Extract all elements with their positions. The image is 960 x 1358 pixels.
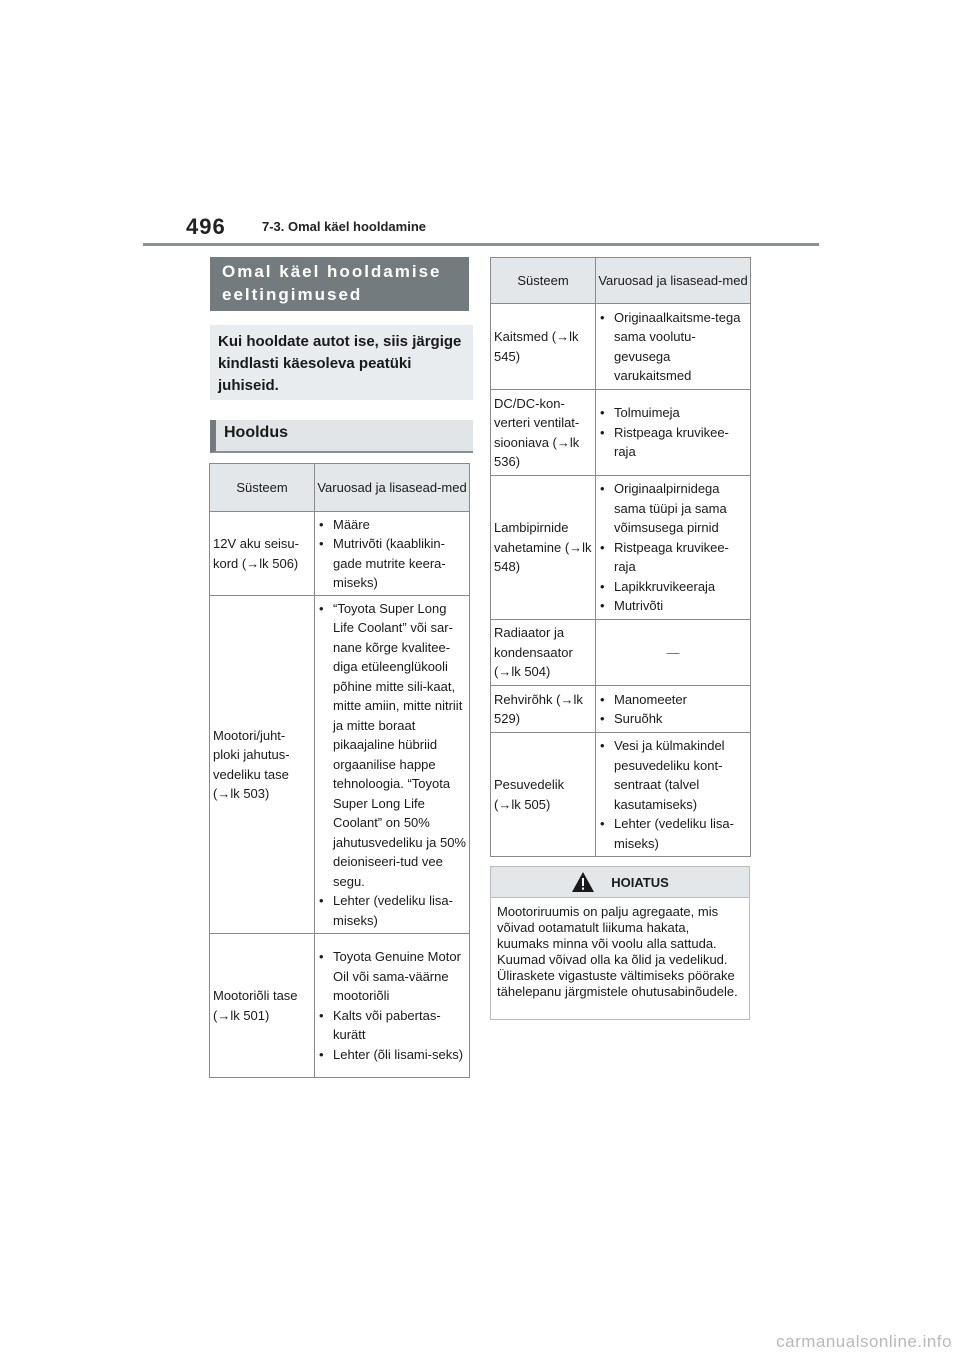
table-header-row — [491, 258, 751, 304]
parts-cell — [596, 686, 751, 733]
parts-item: • Originaalkaitsme-tega sama voolutu-gevusega varukaitsmed — [599, 308, 747, 386]
table-row — [210, 596, 470, 934]
parts-item: • Lapikkruvikeeraja — [599, 577, 747, 597]
system-cell: Lambipirnide vahetamine (→lk 548) — [491, 476, 596, 620]
page-number: 496 — [186, 214, 226, 239]
warning-header — [491, 867, 749, 898]
parts-item: • Lehter (õli lisami-seks) — [318, 1045, 466, 1065]
parts-cell — [315, 512, 470, 596]
parts-item: • Manomeeter — [599, 690, 747, 710]
warning-title: HOIATUS — [611, 874, 669, 890]
empty-dash-cell: — — [596, 620, 751, 686]
parts-cell — [596, 733, 751, 857]
table-row — [491, 686, 751, 733]
parts-cell — [596, 390, 751, 476]
parts-cell — [315, 596, 470, 934]
parts-item: • Vesi ja külmakindel pesuvedeliku kont-sentraat (talvel kasutamiseks) — [599, 736, 747, 814]
subheading-hooldus: Hooldus — [210, 420, 473, 453]
table-header-row — [210, 464, 470, 512]
parts-item: • Mutrivõti (kaablikin-gade mutrite keera-miseks) — [318, 534, 466, 593]
parts-item: • Originaalpirnidega sama tüüpi ja sama võimsusega pirnid — [599, 479, 747, 538]
parts-item: • Toyota Genuine Motor Oil või sama-väärne mootoriõli — [318, 947, 466, 1006]
parts-item: • Kalts või pabertas-kurätt — [318, 1006, 466, 1045]
parts-item: • Ristpeaga kruvikee-raja — [599, 423, 747, 462]
table-row — [210, 512, 470, 596]
warning-box — [490, 866, 750, 1020]
column-header-parts: Varuosad ja lisasead-med — [596, 258, 751, 304]
intro-text: Kui hooldate autot ise, siis järgige kindlasti käesoleva peatüki juhiseid. — [210, 325, 473, 400]
table-row — [491, 304, 751, 390]
maintenance-table-right — [490, 257, 751, 857]
warning-triangle-icon — [571, 871, 595, 893]
table-row — [210, 934, 470, 1078]
maintenance-table-left — [209, 463, 470, 1078]
watermark: carmanualsonline.info — [776, 1332, 952, 1351]
section-title: 7-3. Omal käel hooldamine — [262, 219, 426, 234]
parts-item: • Lehter (vedeliku lisa-miseks) — [599, 814, 747, 853]
parts-item: • “Toyota Super Long Life Coolant” või sar-nane kõrge kvalitee-diga etüleenglükooli põhine mitte sili-kaat, mitte amiin, mitte nitriit ja mitte boraat pikaajaline hübriid orgaanilise happe tehnoloogia. “Toyota Super Long Life Coolant” on 50% jahutusvedeliku ja 50% deioniseeri-tud vee segu. — [318, 599, 466, 892]
parts-item: • Mutrivõti — [599, 596, 747, 616]
column-header-parts: Varuosad ja lisasead-med — [315, 464, 470, 512]
column-header-system: Süsteem — [491, 258, 596, 304]
parts-cell — [596, 476, 751, 620]
system-cell: Rehvirõhk (→lk 529) — [491, 686, 596, 733]
system-cell: Pesuvedelik (→lk 505) — [491, 733, 596, 857]
parts-cell — [596, 304, 751, 390]
parts-cell — [315, 934, 470, 1078]
system-cell: 12V aku seisu-kord (→lk 506) — [210, 512, 315, 596]
table-row — [491, 733, 751, 857]
system-cell: Mootori/juht-ploki jahutus-vedeliku tase (→lk 503) — [210, 596, 315, 934]
system-cell: Radiaator ja kondensaator (→lk 504) — [491, 620, 596, 686]
parts-item: • Suruõhk — [599, 709, 747, 729]
section-heading: Omal käel hooldamise eeltingimused — [210, 257, 469, 311]
column-header-system: Süsteem — [210, 464, 315, 512]
system-cell: Mootoriõli tase (→lk 501) — [210, 934, 315, 1078]
parts-item: • Tolmuimeja — [599, 403, 747, 423]
parts-item: • Ristpeaga kruvikee-raja — [599, 538, 747, 577]
parts-item: • Määre — [318, 515, 466, 535]
table-row — [491, 620, 751, 686]
system-cell: DC/DC-kon-verteri ventilat-siooniava (→lk 536) — [491, 390, 596, 476]
warning-text: Mootoriruumis on palju agregaate, mis võivad ootamatult liikuma hakata, kuumaks minna või voolu alla sattuda. Kuumad võivad olla ka õlid ja vedelikud. Üliraskete vigastuste vältimiseks pöörake tähelepanu järgmistele ohutusabinõudele. — [497, 904, 738, 999]
parts-item: • Lehter (vedeliku lisa-miseks) — [318, 891, 466, 930]
system-cell: Kaitsmed (→lk 545) — [491, 304, 596, 390]
header-divider — [143, 243, 819, 246]
table-row — [491, 390, 751, 476]
table-row — [491, 476, 751, 620]
